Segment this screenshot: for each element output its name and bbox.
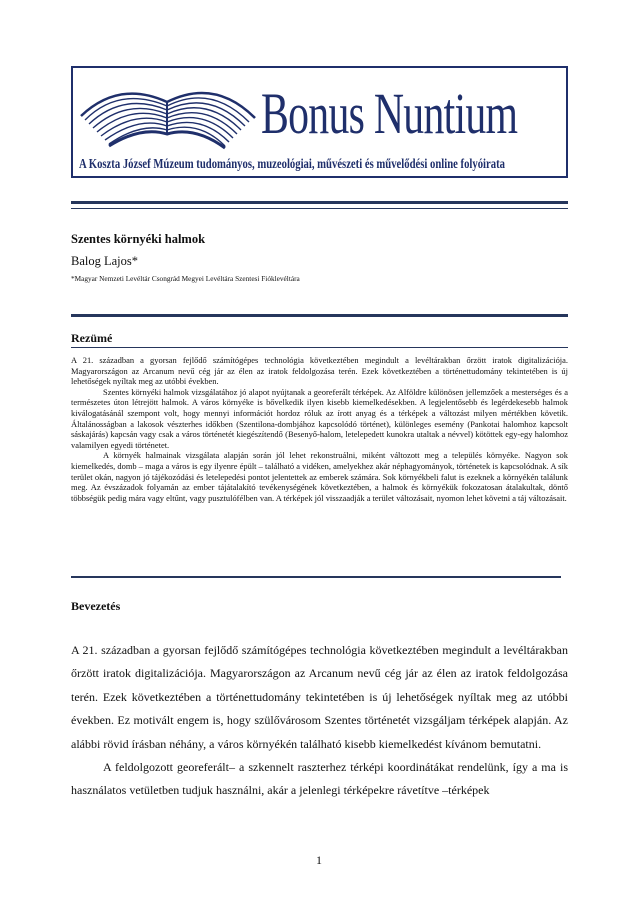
author-affiliation: *Magyar Nemzeti Levéltár Csongrád Megyei Levéltára Szentesi Fióklevéltára (71, 274, 300, 283)
body-paragraph: A 21. században a gyorsan fejlődő számítógépes technológia következtében megindult a levéltárakban őrzött iratok digitalizációja. Magyarországon az Arcanum nevű cég jár az élen az iratok feldolgozása terén. Ezek következtében a történettudomány tekintetében is új lehetőségek nyíltak meg az utóbbi években. Ez motivált engem is, hogy szülővárosom Szentes történetét vizsgáljam térképek alapján. Az alábbi rövid írásban néhány, a város környékén található kisebb kiemelkedést kívánom bemutatni. (71, 643, 568, 751)
abstract-body (71, 355, 568, 503)
abstract-paragraph: A környék halmainak vizsgálata alapján során jól lehet rekonstruálni, miként változott meg a település környéke. Nagyon sok kiemelkedés, domb – maga a város is egy ilyenre épült – található a vidéken, amelyekhez akár néphagyományok, történetek is kapcsolódnak. A sík terület okán, nagyon jó tájékozódási és letelepedési pontot jelentettek az emberek számára. Sok környékbeli falut is ezeknek a környékén találunk meg. Az évszázadok folyamán az ember tájátalakító tevékenységének következtében, a halmok és környékük fokozatosan átalakultak, döntő többségük pedig mára vagy eltűnt, vagy pusztulófélben van. A térképek jól visszaadják a terület változásait, nyomon lehet követni a táj változásait. (71, 450, 568, 503)
header-rule (71, 201, 568, 204)
abstract-bottom-rule (71, 576, 561, 578)
article-title: Szentes környéki halmok (71, 232, 206, 246)
page-number: 1 (316, 853, 322, 867)
journal-subtitle: A Koszta József Múzeum tudományos, muzeológiai, művészeti és művelődési online folyóirata (79, 156, 505, 171)
open-book-icon (79, 76, 257, 150)
abstract-paragraph: Szentes környéki halmok vizsgálatához jó alapot nyújtanak a georeferált térképek. Az Alföldre különösen jellemzőek a mesterséges és a természetes úton létrejött halmok. A város környéke is bővelkedik ilyen kisebb kiemelkedésekben. A legjelentősebb és legérdekesebb halmok kiválogatásánál szempont volt, hogy mennyi információt hordoz róluk az írott anyag és a térképek a változást milyen mértékben követik. Általánosságban a lakosok vészterhes időkben (Szentilona-dombjához kapcsolódó történet), különleges esemény (Pankotai halomhoz kapcsolt sáskajárás) kapcsán vagy csak a város történetét kiegészítendő (Besenyő-halom, letelepedett kunokra utaltak a névvel) kötöttek egy-egy halomhoz valamilyen egyedi történetet. (71, 386, 568, 450)
section-rule (71, 314, 568, 317)
article-author: Balog Lajos* (71, 254, 139, 268)
journal-banner (71, 66, 568, 178)
abstract-top-rule (71, 347, 568, 348)
abstract-heading: Rezümé (71, 331, 113, 345)
journal-title: Bonus Nuntium (261, 81, 518, 146)
abstract-paragraph: A 21. században a gyorsan fejlődő számítógépes technológia következtében megindult a levéltárakban őrzött iratok digitalizációja. Magyarországon az Arcanum nevű cég jár az élen az iratok feldolgozása terén. Ezek következtében a történettudomány tekintetében is új lehetőségek nyíltak meg az utóbbi években. (71, 355, 568, 387)
introduction-body (71, 639, 568, 803)
header-rule-thin (71, 208, 568, 209)
body-paragraph: A feldolgozott georeferált– a szkennelt raszterhez térképi koordinátákat rendelünk, így a ma is használatos vetületben tudjuk használni, akár a jelenlegi térképekre rávetítve –térképek (71, 760, 568, 798)
introduction-heading: Bevezetés (71, 599, 121, 613)
